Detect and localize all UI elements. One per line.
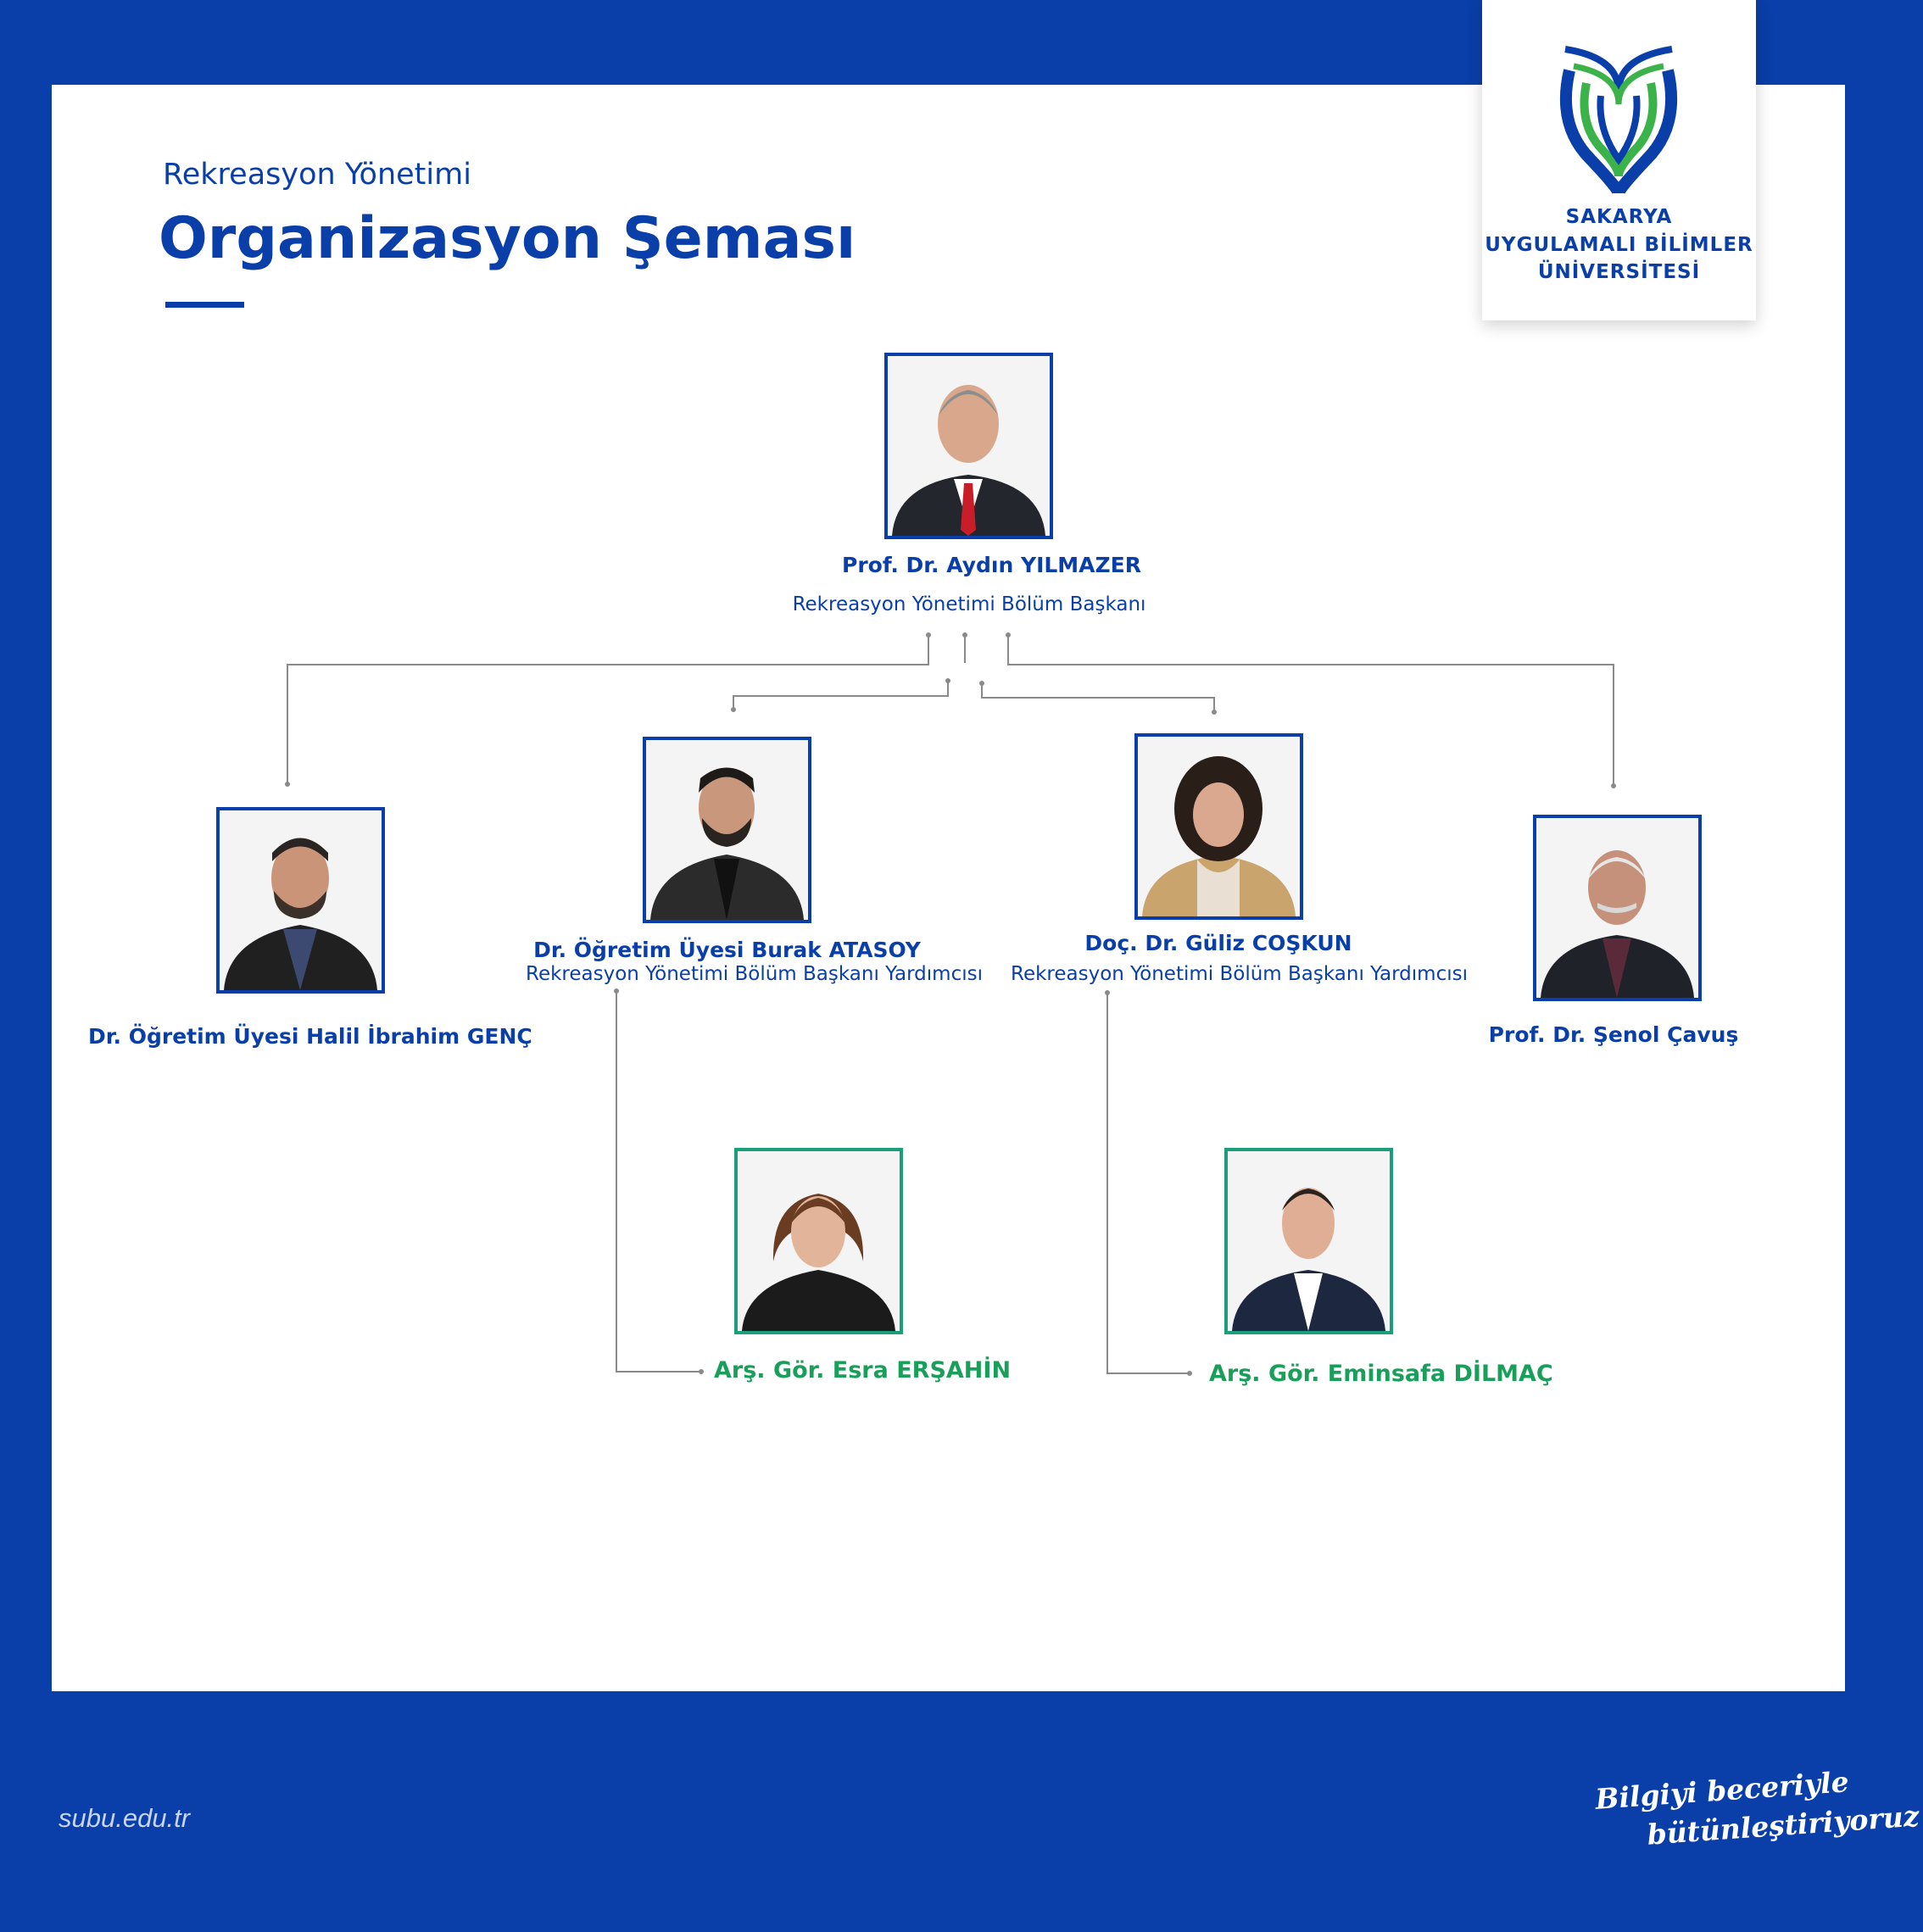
logo-text-line2: UYGULAMALI BİLİMLER <box>1485 234 1753 256</box>
page-subtitle: Rekreasyon Yönetimi <box>163 158 471 192</box>
assistant-1-name: Arş. Gör. Esra ERŞAHİN <box>714 1357 1012 1384</box>
logo-text-line3: ÜNİVERSİTESİ <box>1537 261 1701 283</box>
deputy-2-role: Rekreasyon Yönetimi Bölüm Başkanı Yardımcısı <box>1011 963 1468 985</box>
assistant-2-name: Arş. Gör. Eminsafa DİLMAÇ <box>1209 1361 1553 1387</box>
person-avatar-icon <box>646 740 808 920</box>
assistant-1-photo <box>734 1148 903 1334</box>
head-name: Prof. Dr. Aydın YILMAZER <box>842 553 1141 577</box>
page-title: Organizasyon Şeması <box>159 205 856 272</box>
head-role: Rekreasyon Yönetimi Bölüm Başkanı <box>792 593 1146 615</box>
person-avatar-icon <box>1138 737 1300 916</box>
assistant-2-photo <box>1224 1148 1393 1334</box>
deputy-1-name: Dr. Öğretim Üyesi Burak ATASOY <box>533 938 921 962</box>
person-avatar-icon <box>738 1151 900 1331</box>
person-avatar-icon <box>888 356 1050 536</box>
logo-text-line1: SAKARYA <box>1565 206 1673 228</box>
member-left-photo <box>216 807 385 994</box>
deputy-1-photo <box>643 737 811 923</box>
head-photo <box>884 353 1053 539</box>
deputy-1-role: Rekreasyon Yönetimi Bölüm Başkanı Yardımcısı <box>526 963 983 985</box>
deputy-2-photo <box>1134 733 1303 920</box>
member-right-photo <box>1533 815 1702 1001</box>
slogan-line-2: bütünleştiriyoruz <box>1646 1799 1920 1851</box>
person-avatar-icon <box>1536 818 1698 998</box>
person-avatar-icon <box>1228 1151 1390 1331</box>
member-left-name: Dr. Öğretim Üyesi Halil İbrahim GENÇ <box>88 1024 532 1049</box>
deputy-2-name: Doç. Dr. Güliz COŞKUN <box>1084 931 1352 955</box>
member-right-name: Prof. Dr. Şenol Çavuş <box>1488 1022 1739 1047</box>
footer-url: subu.edu.tr <box>59 1803 191 1833</box>
slogan-line-1: Bilgiyi beceriyle <box>1594 1765 1850 1816</box>
person-avatar-icon <box>220 810 382 990</box>
